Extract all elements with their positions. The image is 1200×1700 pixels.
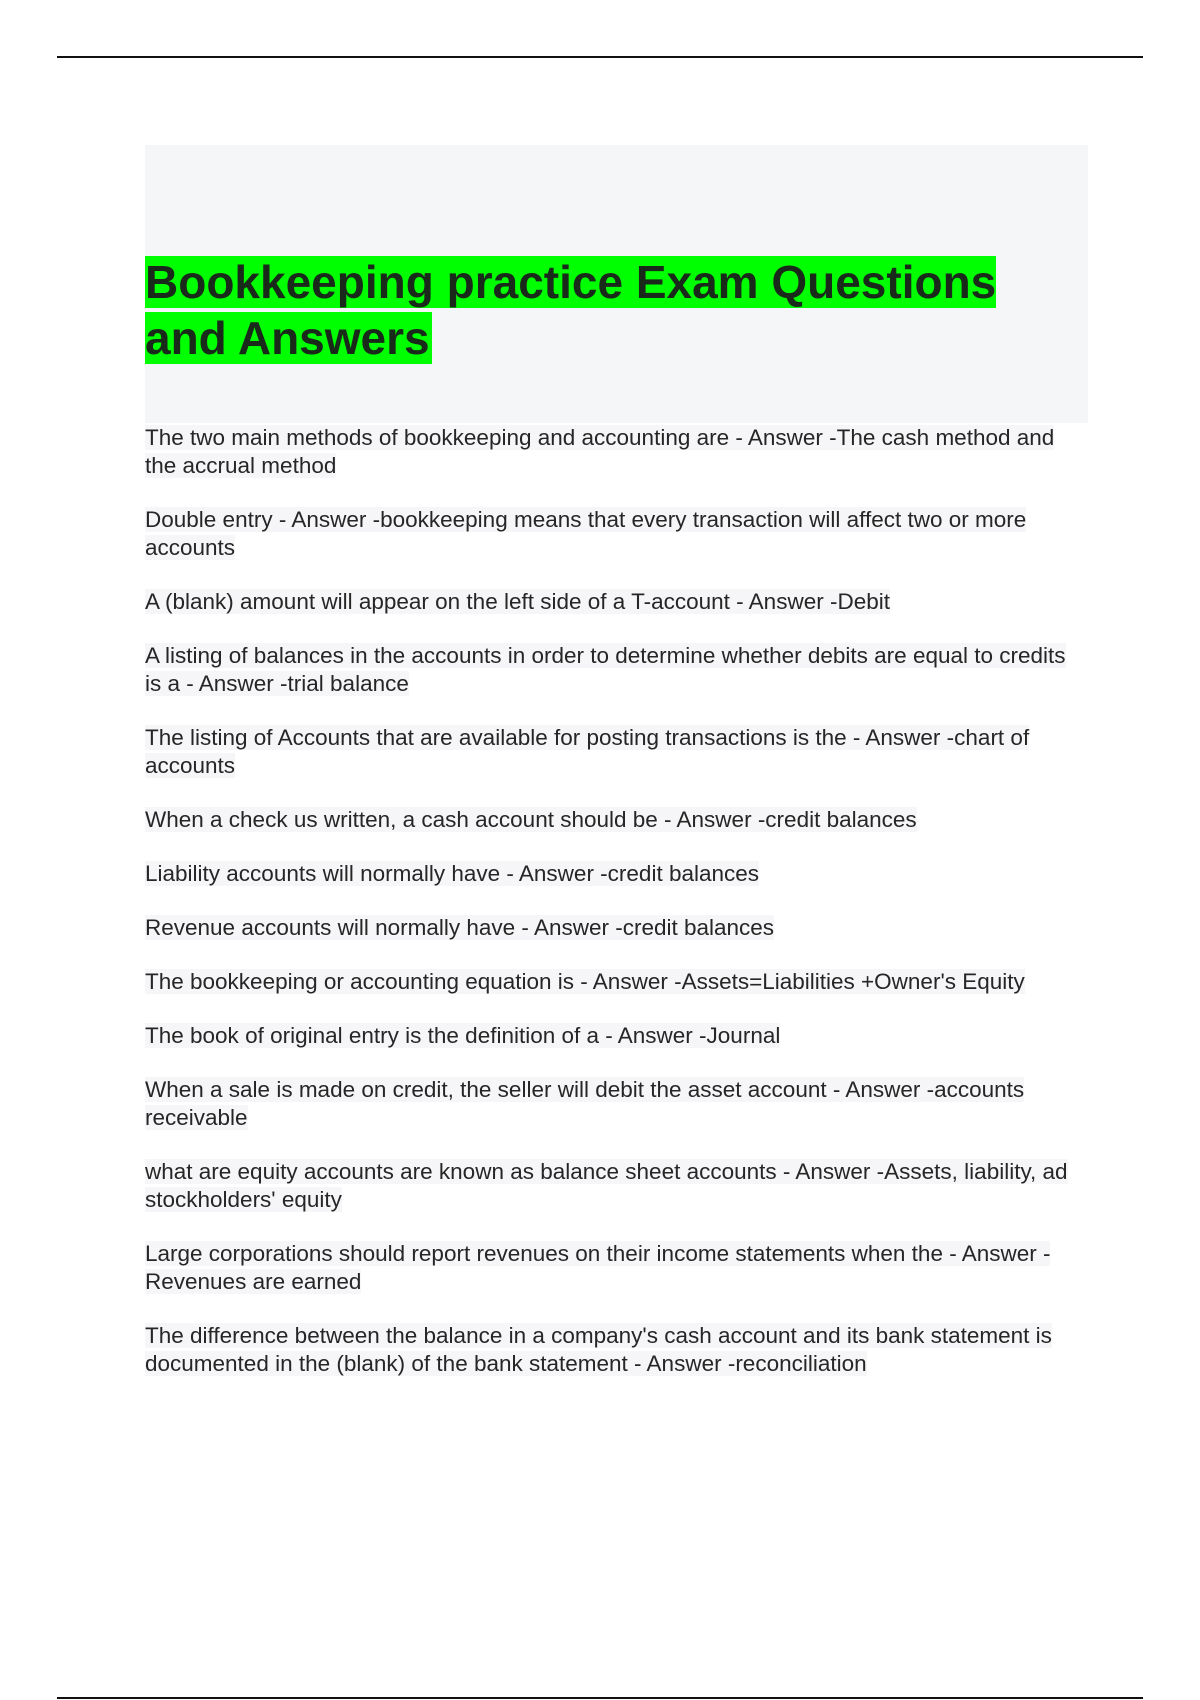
- qa-text: The listing of Accounts that are available for posting transactions is the - Answer -chart of accounts: [145, 725, 1030, 778]
- qa-text: The difference between the balance in a company's cash account and its bank statement is documented in the (blank) of the bank statement - Answer -reconciliation: [145, 1323, 1052, 1376]
- qa-text: Double entry - Answer -bookkeeping means that every transaction will affect two or more accounts: [145, 507, 1027, 560]
- qa-item-8: [145, 914, 1085, 942]
- qa-item-3: [145, 588, 1085, 616]
- top-rule: [57, 56, 1143, 58]
- qa-text: The book of original entry is the definition of a - Answer -Journal: [145, 1023, 781, 1048]
- document-title: [145, 254, 1075, 366]
- qa-item-10: [145, 1022, 1085, 1050]
- title-highlight: Bookkeeping practice Exam Questions and Answers: [145, 256, 997, 364]
- qa-text: A listing of balances in the accounts in order to determine whether debits are equal to credits is a - Answer -trial balance: [145, 643, 1066, 696]
- qa-text: Liability accounts will normally have - Answer -credit balances: [145, 861, 760, 886]
- qa-item-13: [145, 1240, 1085, 1296]
- qa-text: what are equity accounts are known as balance sheet accounts - Answer -Assets, liability, ad stockholders' equity: [145, 1159, 1068, 1212]
- qa-list: [145, 424, 1085, 1404]
- qa-text: Large corporations should report revenues on their income statements when the - Answer -Revenues are earned: [145, 1241, 1051, 1294]
- qa-item-11: [145, 1076, 1085, 1132]
- qa-item-12: [145, 1158, 1085, 1214]
- qa-item-14: [145, 1322, 1085, 1378]
- qa-text: The two main methods of bookkeeping and accounting are - Answer -The cash method and the accrual method: [145, 425, 1055, 478]
- qa-item-7: [145, 860, 1085, 888]
- qa-text: Revenue accounts will normally have - Answer -credit balances: [145, 915, 775, 940]
- qa-item-2: [145, 506, 1085, 562]
- qa-item-9: [145, 968, 1085, 996]
- qa-text: When a sale is made on credit, the seller will debit the asset account - Answer -accounts receivable: [145, 1077, 1025, 1130]
- qa-text: A (blank) amount will appear on the left side of a T-account - Answer -Debit: [145, 589, 890, 614]
- qa-item-4: [145, 642, 1085, 698]
- bottom-rule: [57, 1697, 1143, 1699]
- qa-text: The bookkeeping or accounting equation is - Answer -Assets=Liabilities +Owner's Equity: [145, 969, 1025, 994]
- qa-item-1: [145, 424, 1085, 480]
- qa-item-5: [145, 724, 1085, 780]
- qa-text: When a check us written, a cash account should be - Answer -credit balances: [145, 807, 917, 832]
- qa-item-6: [145, 806, 1085, 834]
